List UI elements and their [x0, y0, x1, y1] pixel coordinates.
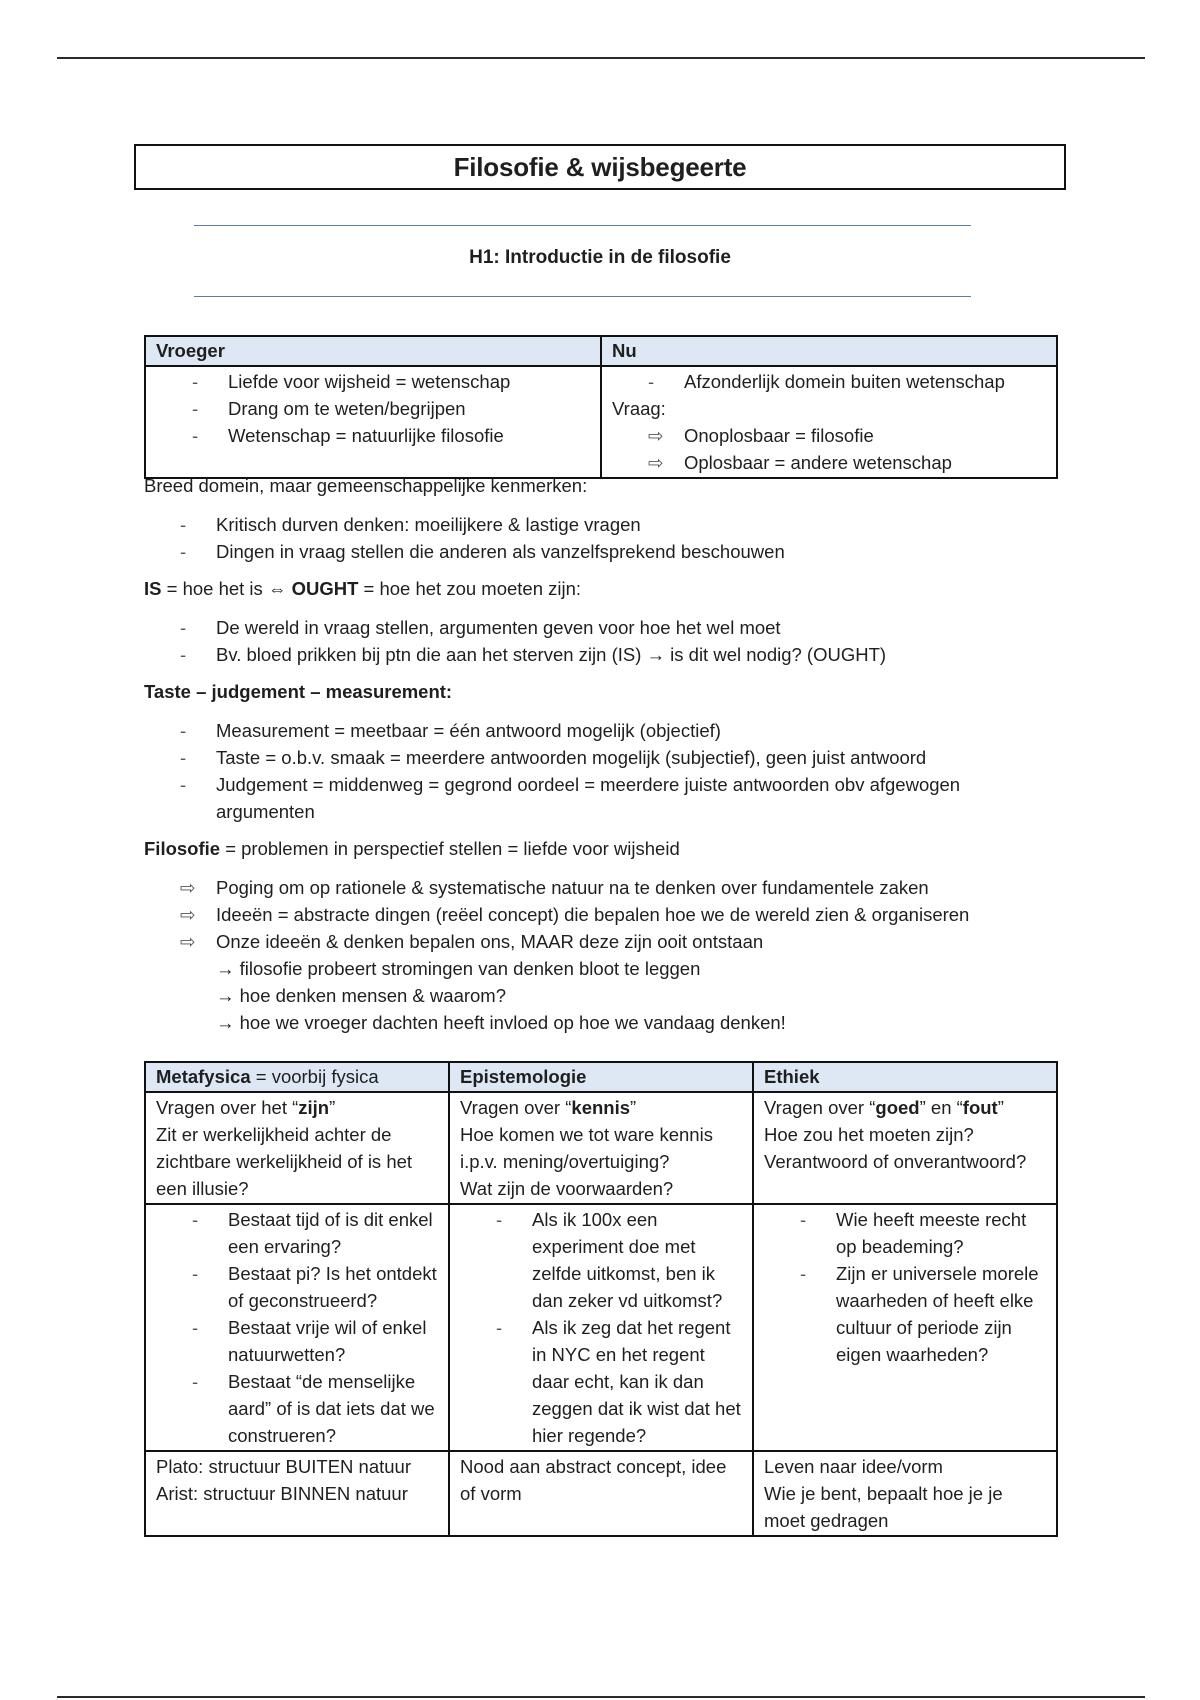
cell-vroeger	[145, 366, 601, 478]
intro-epistemologie: Vragen over “kennis” Hoe komen we tot ware kennis i.p.v. mening/overtuiging? Wat zijn de voorwaarden?	[449, 1092, 753, 1204]
dash-bullet-icon: -	[180, 644, 187, 665]
list-item: - Bv. bloed prikken bij ptn die aan het sterven zijn (IS) → is dit wel nodig? (OUGHT)	[144, 641, 1074, 668]
chapter-rule-bottom	[194, 296, 971, 297]
page-footer-rule	[57, 1696, 1145, 1698]
dash-bullet-icon: -	[648, 371, 655, 392]
summary-epistemologie: Nood aan abstract concept, idee of vorm	[449, 1451, 753, 1536]
header-nu: Nu	[601, 336, 1057, 366]
filosofie-definition: Filosofie = problemen in perspectief stellen = liefde voor wijsheid	[144, 838, 680, 859]
arrow-bullet-icon: ⇨	[180, 904, 196, 925]
questions-metafysica	[145, 1204, 449, 1451]
list-item: - Afzonderlijk domein buiten wetenschap	[612, 368, 1046, 395]
question-label: Vraag:	[612, 398, 666, 419]
arrow-bullet-icon: ⇨	[648, 425, 664, 446]
list-item: - Bestaat tijd of is dit enkel een ervaring?	[156, 1206, 438, 1260]
list-item: ⇨ Ideeën = abstracte dingen (reëel concept) die bepalen hoe we de wereld zien & organiseren	[144, 901, 1074, 928]
cell-nu	[601, 366, 1057, 478]
dash-bullet-icon: -	[800, 1263, 807, 1284]
list-item: - Judgement = middenweg = gegrond oordeel = meerdere juiste antwoorden obv afgewogen argumenten	[144, 771, 1074, 825]
dash-bullet-icon: -	[192, 1317, 199, 1338]
list-item: - Zijn er universele morele waarheden of heeft elke cultuur of periode zijn eigen waarheden?	[764, 1260, 1046, 1368]
chapter-rule-top	[194, 225, 971, 226]
header-vroeger: Vroeger	[145, 336, 601, 366]
dash-bullet-icon: -	[192, 1371, 199, 1392]
list-item: ⇨ Oplosbaar = andere wetenschap	[612, 449, 1046, 476]
sub-arrow-line: → hoe we vroeger dachten heeft invloed op hoe we vandaag denken!	[216, 1012, 786, 1033]
summary-metafysica: Plato: structuur BUITEN natuur Arist: structuur BINNEN natuur	[145, 1451, 449, 1536]
chapter-heading: H1: Introductie in de filosofie	[469, 247, 731, 268]
dash-bullet-icon: -	[180, 541, 187, 562]
branches-table	[144, 1061, 1058, 1537]
is-ought-definition: IS = hoe het is ⇔ OUGHT = hoe het zou moeten zijn:	[144, 578, 582, 599]
list-item: - Wie heeft meeste recht op beademing?	[764, 1206, 1046, 1260]
dash-bullet-icon: -	[192, 371, 199, 392]
dash-bullet-icon: -	[180, 720, 187, 741]
list-item: - Bestaat “de menselijke aard” of is dat iets dat we construeren?	[156, 1368, 438, 1449]
page-header-rule	[57, 57, 1145, 59]
list-item: - Liefde voor wijsheid = wetenschap	[156, 368, 590, 395]
list-item: - Measurement = meetbaar = één antwoord mogelijk (objectief)	[144, 717, 1074, 744]
dash-bullet-icon: -	[192, 1263, 199, 1284]
dash-bullet-icon: -	[180, 774, 187, 795]
dash-bullet-icon: -	[180, 747, 187, 768]
then-now-table	[144, 335, 1058, 479]
header-metafysica: Metafysica = voorbij fysica	[145, 1062, 449, 1092]
intro-ethiek: Vragen over “goed” en “fout” Hoe zou het moeten zijn? Verantwoord of onverantwoord?	[753, 1092, 1057, 1204]
summary-ethiek: Leven naar idee/vorm Wie je bent, bepaalt hoe je je moet gedragen	[753, 1451, 1057, 1536]
list-item: ⇨ Onoplosbaar = filosofie	[612, 422, 1046, 449]
dash-bullet-icon: -	[496, 1317, 503, 1338]
list-item: - Bestaat pi? Is het ontdekt of geconstrueerd?	[156, 1260, 438, 1314]
dash-bullet-icon: -	[192, 398, 199, 419]
list-item: - Als ik 100x een experiment doe met zelfde uitkomst, ben ik dan zeker vd uitkomst?	[460, 1206, 742, 1314]
dash-bullet-icon: -	[180, 514, 187, 535]
arrow-bullet-icon: ⇨	[180, 931, 196, 952]
questions-ethiek	[753, 1204, 1057, 1451]
dash-bullet-icon: -	[180, 617, 187, 638]
breed-intro: Breed domein, maar gemeenschappelijke kenmerken:	[144, 475, 588, 496]
list-item: - De wereld in vraag stellen, argumenten geven voor hoe het wel moet	[144, 614, 1074, 641]
list-item: - Wetenschap = natuurlijke filosofie	[156, 422, 590, 449]
dash-bullet-icon: -	[192, 1209, 199, 1230]
arrow-bullet-icon: ⇨	[180, 877, 196, 898]
list-item: - Dingen in vraag stellen die anderen als vanzelfsprekend beschouwen	[144, 538, 1074, 565]
header-ethiek: Ethiek	[753, 1062, 1057, 1092]
questions-epistemologie	[449, 1204, 753, 1451]
dash-bullet-icon: -	[800, 1209, 807, 1230]
taste-heading: Taste – judgement – measurement:	[144, 681, 453, 702]
list-item: - Kritisch durven denken: moeilijkere & lastige vragen	[144, 511, 1074, 538]
header-epistemologie: Epistemologie	[449, 1062, 753, 1092]
dash-bullet-icon: -	[192, 425, 199, 446]
body-sections	[144, 472, 1074, 1036]
arrow-bullet-icon: ⇨	[648, 452, 664, 473]
sub-arrow-line: → filosofie probeert stromingen van denken bloot te leggen	[216, 958, 701, 979]
dash-bullet-icon: -	[496, 1209, 503, 1230]
list-item: - Als ik zeg dat het regent in NYC en het regent daar echt, kan ik dan zeggen dat ik wist dat het hier regende?	[460, 1314, 742, 1449]
list-item: - Bestaat vrije wil of enkel natuurwetten?	[156, 1314, 438, 1368]
sub-arrow-line: → hoe denken mensen & waarom?	[216, 985, 507, 1006]
list-item: ⇨ Onze ideeën & denken bepalen ons, MAAR deze zijn ooit ontstaan	[144, 928, 1074, 955]
list-item: - Taste = o.b.v. smaak = meerdere antwoorden mogelijk (subjectief), geen juist antwoord	[144, 744, 1074, 771]
list-item: ⇨ Poging om op rationele & systematische natuur na te denken over fundamentele zaken	[144, 874, 1074, 901]
list-item: - Drang om te weten/begrijpen	[156, 395, 590, 422]
document-title: Filosofie & wijsbegeerte	[134, 144, 1066, 190]
intro-metafysica: Vragen over het “zijn” Zit er werkelijkheid achter de zichtbare werkelijkheid of is het een illusie?	[145, 1092, 449, 1204]
